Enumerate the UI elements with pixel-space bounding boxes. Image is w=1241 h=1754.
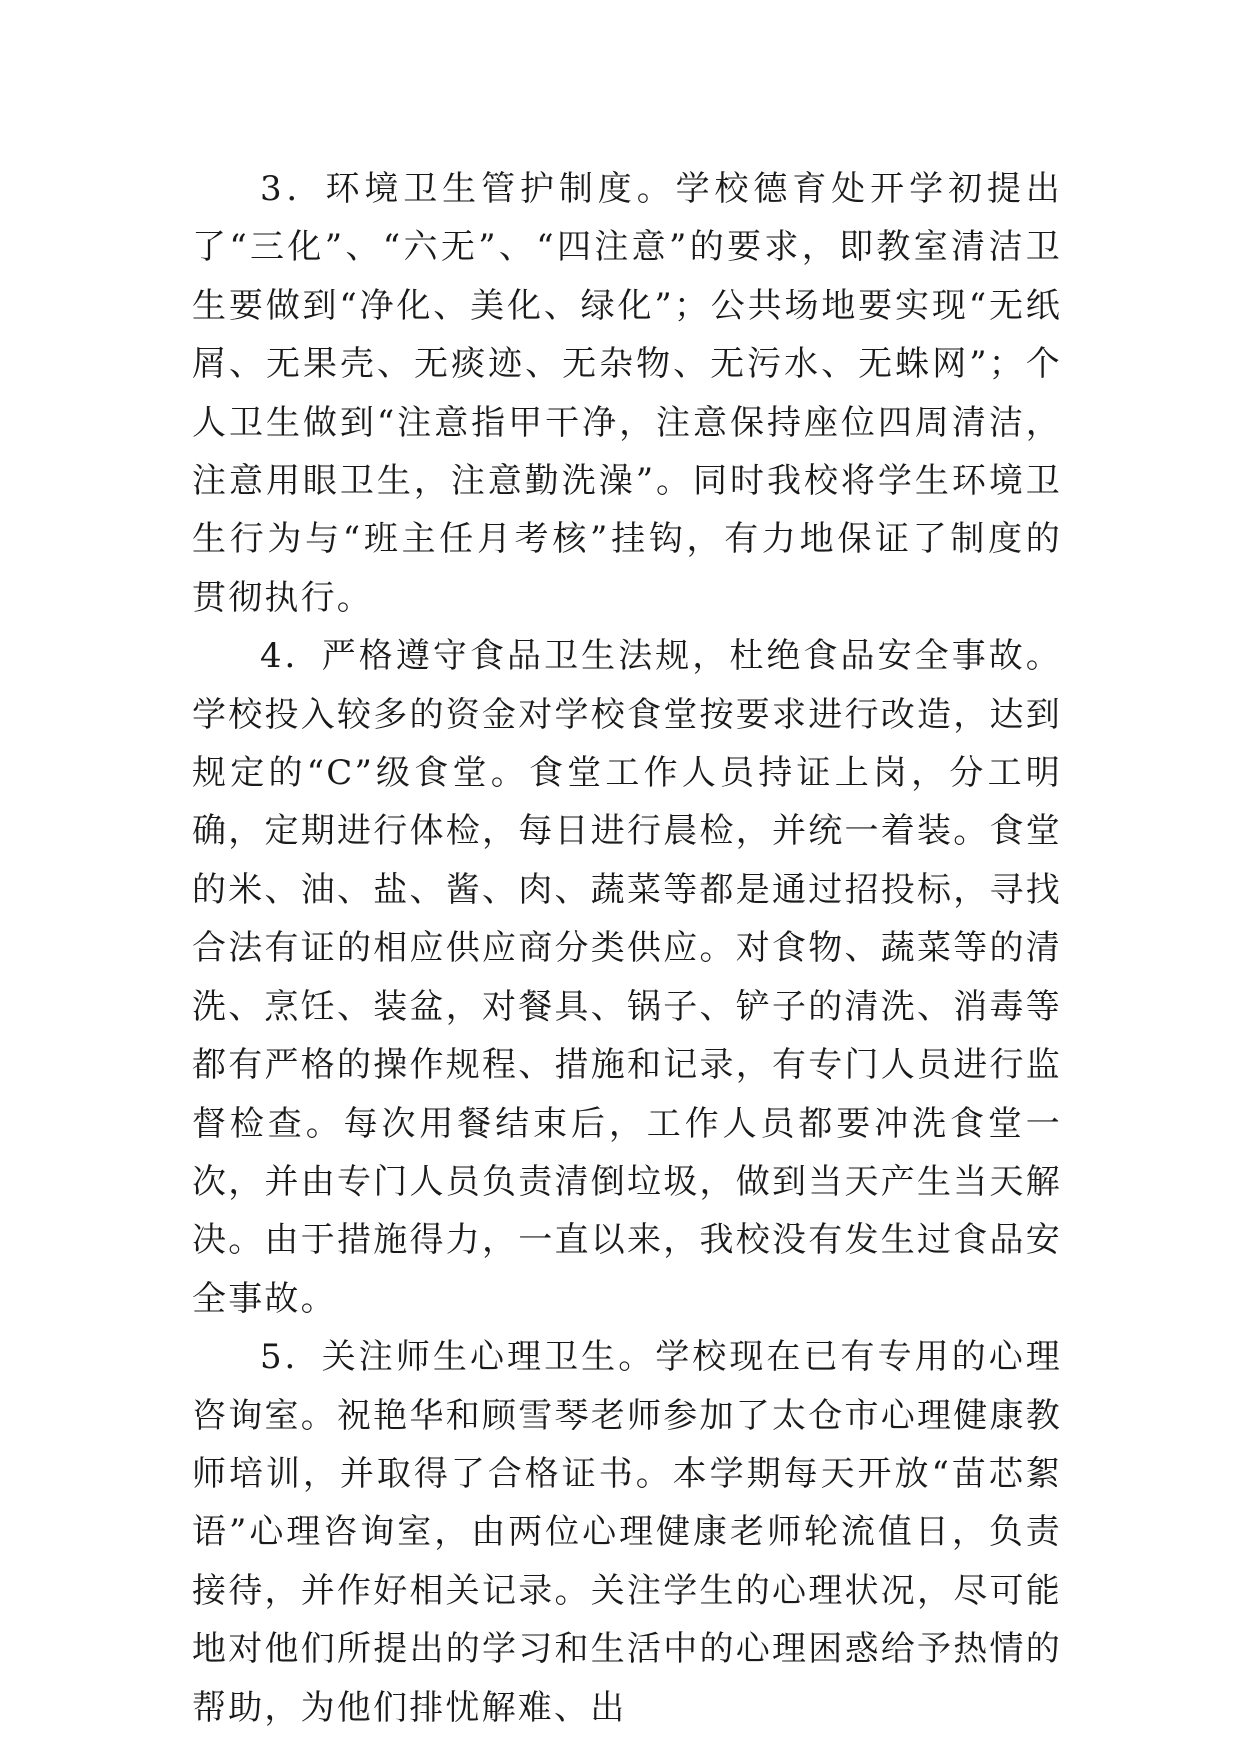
paragraph-mental-health: 5．关注师生心理卫生。学校现在已有专用的心理咨询室。祝艳华和顾雪琴老师参加了太仓市心理健康教师培训，并取得了合格证书。本学期每天开放“苗芯絮语”心理咨询室，由两位心理健康老师轮流值日，负责接待，并作好相关记录。关注学生的心理状况，尽可能地对他们所提出的学习和生活中的心理困惑给予热情的帮助，为他们排忧解难、出 (192, 1337, 1062, 1728)
paragraph-food-safety: 4．严格遵守食品卫生法规，杜绝食品安全事故。学校投入较多的资金对学校食堂按要求进行改造，达到规定的“C”级食堂。食堂工作人员持证上岗，分工明确，定期进行体检，每日进行晨检，并统一着装。食堂的米、油、盐、酱、肉、蔬菜等都是通过招投标，寻找合法有证的相应供应商分类供应。对食物、蔬菜等的清洗、烹饪、装盆，对餐具、锅子、铲子的清洗、消毒等都有严格的操作规程、措施和记录，有专门人员进行监督检查。每次用餐结束后，工作人员都要冲洗食堂一次，并由专门人员负责清倒垃圾，做到当天产生当天解决。由于措施得力，一直以来，我校没有发生过食品安全事故。 (192, 636, 1062, 1319)
body-text (192, 160, 1062, 1737)
paragraph-environment-hygiene: 3．环境卫生管护制度。学校德育处开学初提出了“三化”、“六无”、“四注意”的要求，即教室清洁卫生要做到“净化、美化、绿化”；公共场地要实现“无纸屑、无果壳、无痰迹、无杂物、无污水、无蛛网”；个人卫生做到“注意指甲干净，注意保持座位四周清洁，注意用眼卫生，注意勤洗澡”。同时我校将学生环境卫生行为与“班主任月考核”挂钩，有力地保证了制度的贯彻执行。 (192, 169, 1062, 618)
